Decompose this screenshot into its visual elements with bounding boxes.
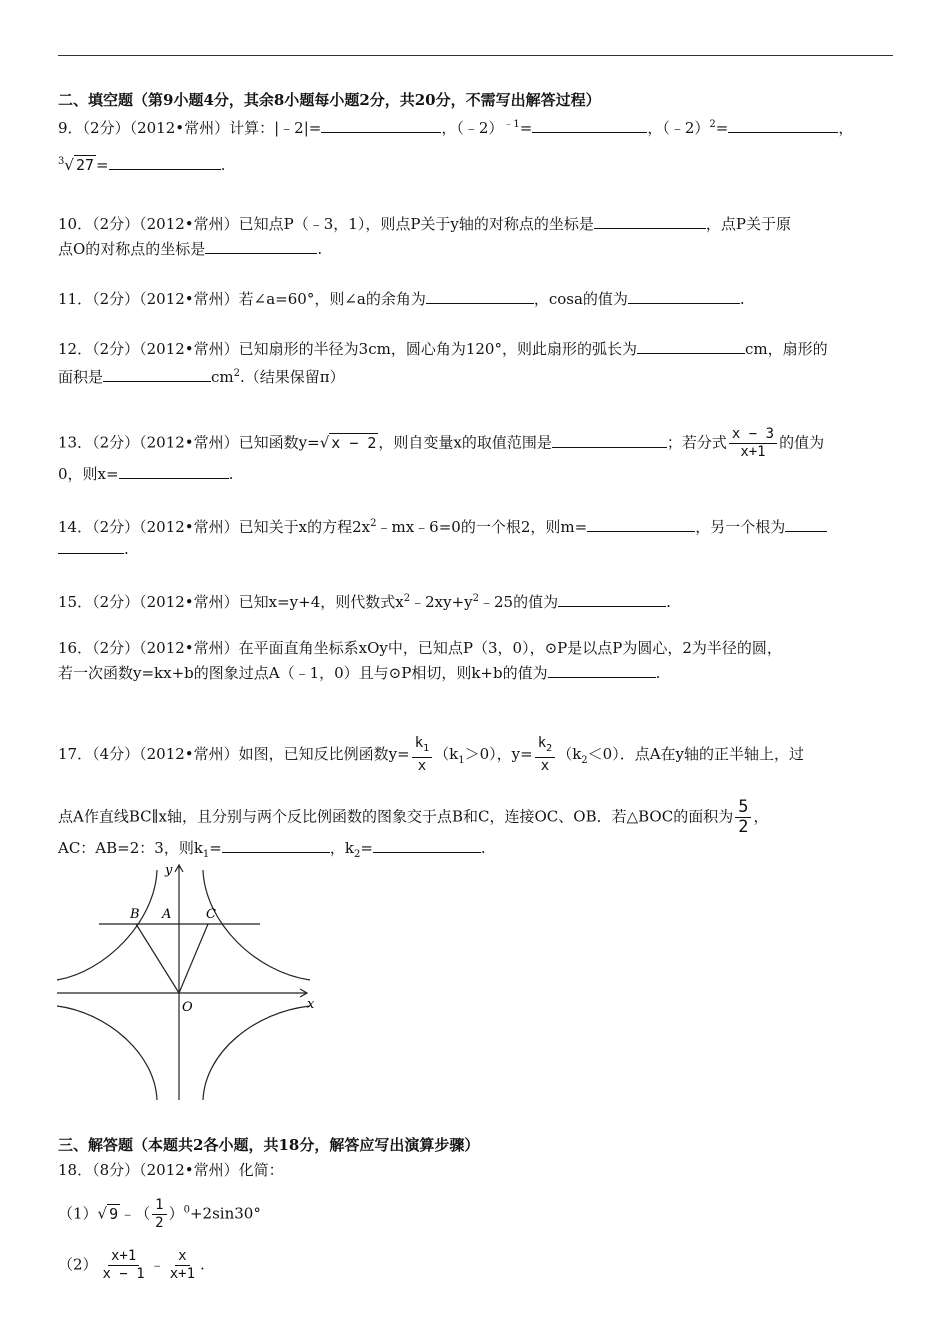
q13-end: . [228,465,234,483]
q17-f1-num-sub: 1 [423,742,430,754]
question-9: 9．（2分）（2012•常州）计算：|﹣2|= ，（﹣2）$^{﹣1}$= ，（﹣2）$^2$= ， [58,119,854,137]
q10-text-3: 点O的对称点的坐标是 [58,240,206,258]
q17-area-num: 5 [735,798,751,818]
q12-blank-1[interactable] [637,339,745,354]
q13-text-4: 的值为 [779,433,825,452]
q13-blank-1[interactable] [552,433,667,448]
q17-area-fraction [735,798,751,837]
segment-oc [179,924,208,993]
q18-p2-f2-num: x [175,1248,189,1266]
q18-p1-num: 1 [152,1197,166,1215]
q10-text-2: ，点P关于原 [705,215,791,233]
q17-line-3b: = [209,839,222,857]
q17-line-3d: = [360,839,373,857]
q15-end: . [666,593,671,611]
q13-radicand: x − 2 [331,433,377,452]
label-a: A [162,907,172,922]
question-14-line2 [58,539,129,559]
label-b: B [130,907,140,922]
q15-exp-1: 2 [403,593,411,604]
q17-f1-num: k [414,735,424,751]
q17-fraction-1 [412,735,432,775]
q15-exp-2: 2 [472,593,480,604]
q15-text-3: ﹣25的值为 [479,593,559,611]
q18-p1-minus: ﹣（ [120,1204,151,1223]
label-o: O [182,1000,193,1015]
q17-text-2: （k [434,744,459,763]
q12-unit-exp: 2 [233,368,241,379]
q14-text-1: 14．（2分）（2012•常州）已知关于x的方程2x [58,518,371,536]
q9-part2: ，（﹣2） [441,119,504,137]
q15-blank[interactable] [558,592,666,607]
q15-text-1: 15．（2分）（2012•常州）已知x=y+4，则代数式x [58,593,404,611]
question-10 [58,214,791,234]
q13-text-5: 0，则x= [58,465,119,483]
q18-p2-label: （2） [58,1255,98,1274]
q17-text-3: ＞0），y= [464,744,533,763]
hyperbola-graph [55,862,320,1107]
curve-k1-q3 [57,1006,157,1100]
q15-text-2: ﹣2xy+y [410,593,473,611]
question-16: 16．（2分）（2012•常州）在平面直角坐标系xOy中，已知点P（3，0），⊙P是以点P为圆心，2为半径的圆， [58,639,782,657]
q17-line-3a: AC：AB=2：3，则k [58,839,203,857]
q18-p1-label: （1） [58,1204,98,1223]
q18-p1-exp: 0 [183,1204,190,1216]
q11-text-2: ，cosa的值为 [533,290,628,308]
label-c: C [206,907,216,922]
q17-k1-sub: 1 [458,754,465,766]
q9-part3: ，（﹣2） [647,119,710,137]
q17-f2-num-sub: 2 [546,742,553,754]
q12-note: .（结果保留π） [240,368,345,386]
q18-p1-fraction [152,1197,166,1232]
question-17 [58,735,804,775]
top-rule [58,55,893,56]
q9-exp-2: 2 [709,119,716,130]
question-17-line3 [58,838,486,865]
segment-ob [136,924,179,993]
q17-fraction-2 [535,735,555,775]
q12-unit: cm [211,368,234,386]
question-9-line2: $^3$√ 27 = . [58,156,226,174]
q18-p1-den: 2 [155,1215,164,1231]
q9-cube-radicand: 27 [75,156,94,174]
q18-p2-f1-num: x+1 [108,1248,139,1266]
question-13 [58,426,824,461]
q17-text-4: （k [557,744,582,763]
label-y: y [165,863,173,878]
question-15 [58,589,671,612]
question-14 [58,514,827,537]
q17-k2-sub: 2 [581,754,588,766]
q14-text-3: ，另一个根为 [695,518,786,536]
q12-text-1: 12．（2分）（2012•常州）已知扇形的半径为3cm，圆心角为120°，则此扇形的弧长为 [58,340,637,358]
q18-p1-close: ） [168,1204,184,1223]
q9-exp-1: ﹣1 [503,119,520,130]
q18-p2-f1-den: x − 1 [102,1266,145,1282]
q13-frac-num: x − 3 [729,426,777,444]
section-3-title: 三、解答题（本题共2各小题，共18分，解答应写出演算步骤） [58,1136,480,1154]
question-16-line2 [58,663,660,683]
question-12-line2 [58,364,345,387]
q17-line-3c: ，k [329,839,354,857]
question-13-line2 [58,464,233,484]
q9-cube-root: $^3$√ 27 [58,156,94,174]
q12-text-3: 面积是 [58,368,104,386]
q13-text-1: 13．（2分）（2012•常州）已知函数y= [58,433,320,452]
q13-text-3: ；若分式 [666,433,727,452]
q18-p1-sqrt-sign: √ [97,1204,108,1223]
q9-end: . [220,156,226,174]
q9-prefix: 9．（2分）（2012•常州）计算：|﹣2|= [58,119,322,137]
q18-p1-radicand: 9 [109,1204,119,1223]
curve-k2-q4 [203,1006,310,1100]
section-2-title: 二、填空题（第9小题4分，其余8小题每小题2分，共20分，不需写出解答过程） [58,91,601,109]
q10-end: . [317,240,323,258]
q18-p1-tail: +2sin30° [189,1204,261,1223]
q10-blank-2[interactable] [205,239,317,254]
q16-text-2: 若一次函数y=kx+b的图象过点A（﹣1，0）且与⊙P相切，则k+b的值为 [58,664,548,682]
q17-k1-label-sub: 1 [202,849,210,860]
question-11 [58,289,745,309]
q17-end: . [480,839,486,857]
q12-blank-2[interactable] [103,367,211,382]
q16-blank[interactable] [548,663,656,678]
q14-end: . [124,540,129,558]
q17-blank-1[interactable] [222,838,330,853]
q17-blank-2[interactable] [373,838,481,853]
q12-text-2: cm，扇形的 [744,340,828,358]
q13-sqrt-sign: √ [319,433,330,452]
question-18-part1 [58,1197,261,1232]
question-12 [58,339,828,359]
q13-frac-den: x+1 [740,444,766,460]
q14-blank-2b[interactable] [58,539,124,554]
q13-blank-2[interactable] [119,464,229,479]
q18-p2-fraction-2 [167,1248,198,1283]
q18-p2-minus: ﹣ [149,1255,165,1274]
q9-cube-index: 3 [58,156,65,167]
q16-end: . [655,664,661,682]
q13-text-2: ，则自变量x的取值范围是 [378,433,552,452]
q17-text-1: 17．（4分）（2012•常州）如图，已知反比例函数y= [58,744,410,763]
q17-area-end: ， [753,807,769,826]
q11-blank-2[interactable] [628,289,740,304]
q11-blank-1[interactable] [426,289,534,304]
q13-fraction [729,426,777,461]
q18-p2-end: . [200,1255,205,1274]
q9-blank-3[interactable] [728,118,838,133]
q9-blank-2[interactable] [532,118,647,133]
label-x: x [307,997,315,1012]
q14-exp: 2 [370,518,377,529]
q17-f2-num: k [537,735,547,751]
q18-p2-f2-den: x+1 [169,1266,196,1282]
q17-f1-den: x [417,757,427,774]
question-17-line2 [58,798,768,837]
q10-text-1: 10．（2分）（2012•常州）已知点P（﹣3，1），则点P关于y轴的对称点的坐标是 [58,215,594,233]
curve-k1-q1 [203,870,310,980]
q18-p2-fraction-1 [100,1248,148,1283]
q17-area-den: 2 [738,817,749,837]
q9-blank-1[interactable] [321,118,441,133]
question-10-line2 [58,239,322,259]
q11-end: . [739,290,745,308]
q17-k2-label-sub: 2 [353,849,361,860]
q10-blank-1[interactable] [594,214,706,229]
question-18-part2 [58,1248,205,1283]
q9-blank-4[interactable] [109,155,221,170]
curve-k2-q2 [57,870,157,980]
q14-blank-2a[interactable] [785,517,827,532]
q17-f2-den: x [540,757,550,774]
question-18: 18．（8分）（2012•常州）化简： [58,1161,284,1179]
q14-blank-1[interactable] [587,517,695,532]
q14-text-2: ﹣mx﹣6=0的一个根2，则m= [376,518,588,536]
q17-line-2: 点A作直线BC∥x轴，且分别与两个反比例函数的图象交于点B和C，连接OC、OB．若△BOC的面积为 [58,807,734,826]
q11-text-1: 11．（2分）（2012•常州）若∠a=60°，则∠a的余角为 [58,290,426,308]
q17-text-5: ＜0）．点A在y轴的正半轴上，过 [587,744,805,763]
